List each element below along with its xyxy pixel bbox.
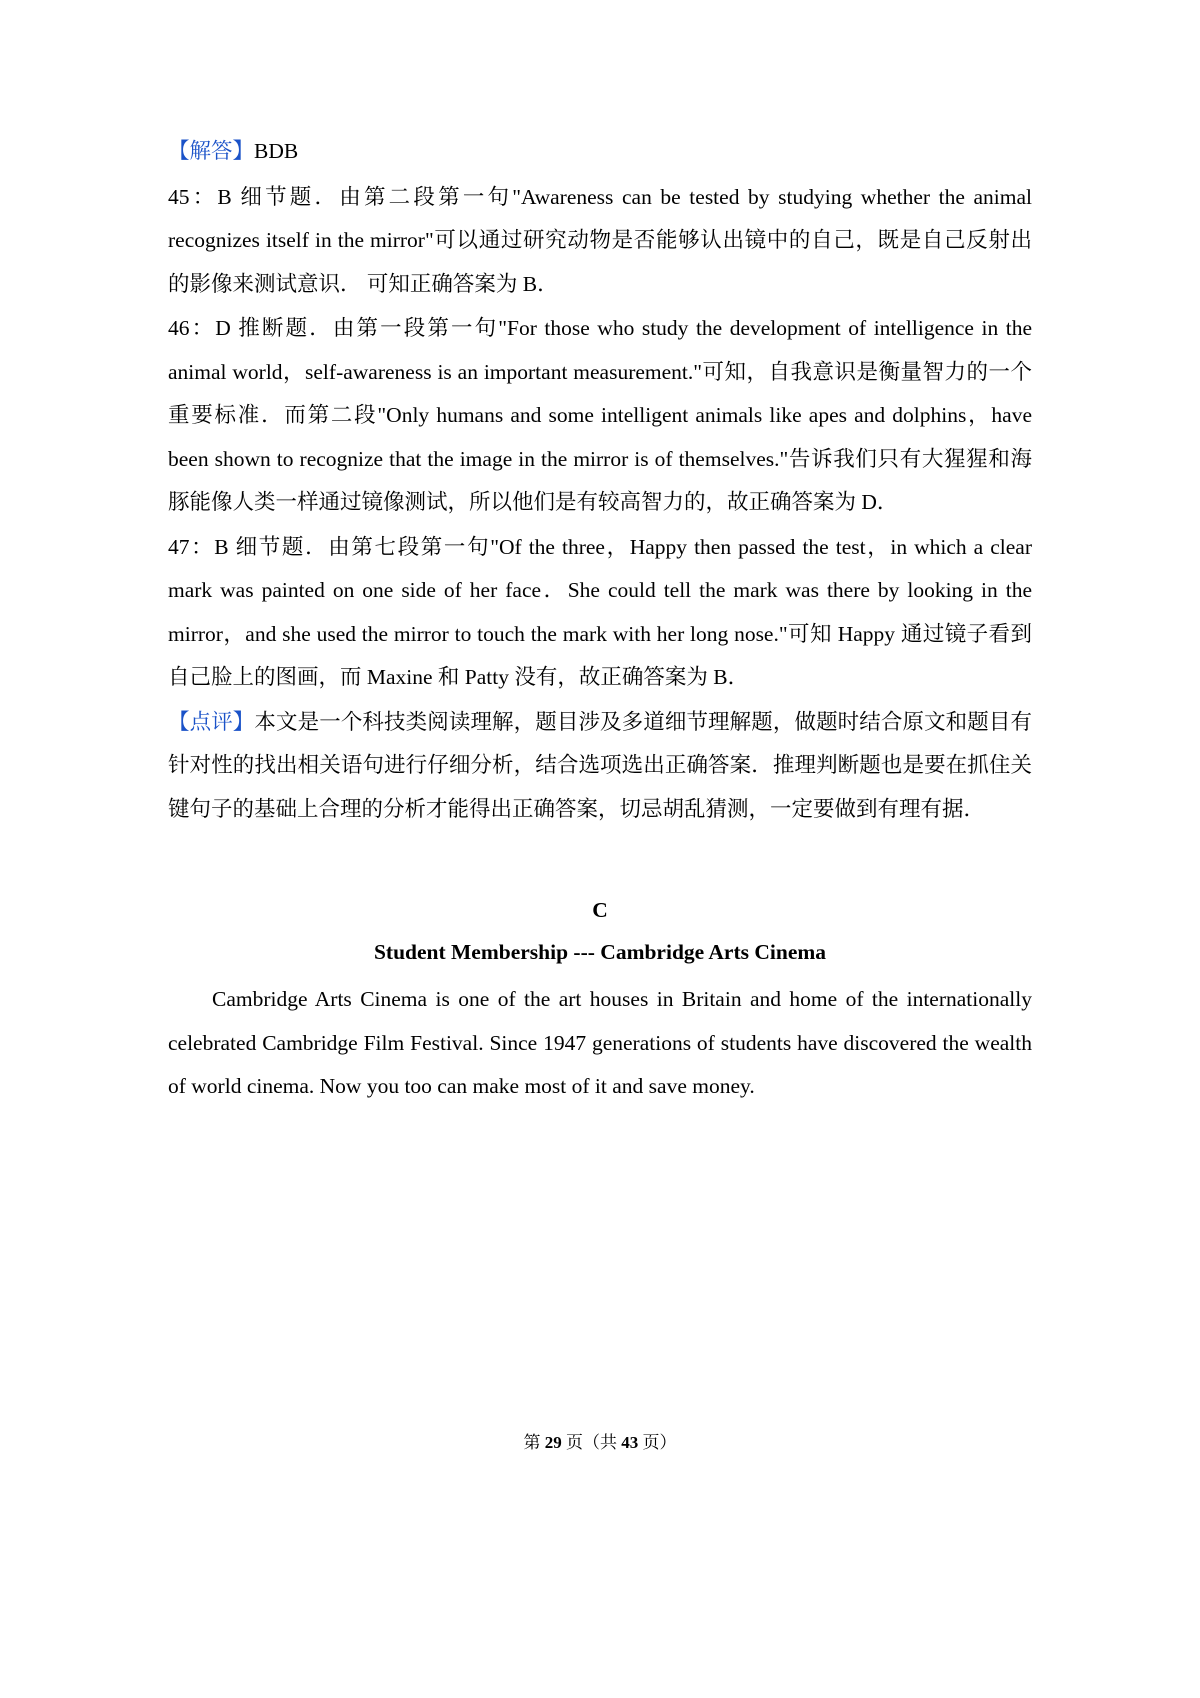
section-spacer	[168, 832, 1032, 890]
comment-tag: 【点评】	[168, 709, 255, 734]
footer-page-number: 29	[544, 1433, 562, 1452]
footer-suffix: 页）	[638, 1433, 677, 1452]
section-title: Student Membership --- Cambridge Arts Cinema	[373, 940, 827, 964]
solution-header	[168, 130, 1032, 174]
comment-text: 本文是一个科技类阅读理解，题目涉及多道细节理解题，做题时结合原文和题目有针对性的找出相关语句进行仔细分析，结合选项选出正确答案．推理判断题也是要在抓住关键句子的基础上合理的分析才能得出正确答案，切忌胡乱猜测，一定要做到有理有据．	[168, 709, 1032, 821]
section-body: Cambridge Arts Cinema is one of the art houses in Britain and home of the internationally celebrated Cambridge Film Festival. Since 1947 generations of students have discovered the wealth of world cinema. Now you too can make most of it and save money.	[168, 987, 1032, 1098]
answer-item-45: 45：B 细节题．由第二段第一句"Awareness can be tested by studying whether the animal recognizes itself in the mirror"可以通过研究动物是否能够认出镜中的自己，既是自己反射出的影像来测试意识． 可知正确答案为 B．	[168, 184, 1032, 296]
page-footer	[0, 1428, 1200, 1453]
solution-answer: BDB	[254, 139, 299, 163]
comment-paragraph	[168, 701, 1032, 832]
footer-total-pages: 43	[621, 1433, 639, 1452]
answer-item-46: 46：D 推断题．由第一段第一句"For those who study the development of intelligence in the animal world，self-awareness is an important measurement."可知，自我意识是衡量智力的一个重要标准．而第二段"Only humans and some intelligent animals like apes and dolphins，have been shown to recognize that the image in the mirror is of themselves."告诉我们只有大猩猩和海豚能像人类一样通过镜像测试，所以他们是有较高智力的，故正确答案为 D．	[168, 316, 1032, 514]
footer-middle: 页（共	[561, 1433, 622, 1452]
solution-tag: 【解答】	[168, 139, 255, 163]
section-letter: C	[592, 898, 608, 922]
footer-prefix: 第	[523, 1433, 545, 1452]
answer-item-47: 47：B 细节题．由第七段第一句"Of the three，Happy then passed the test，in which a clear mark was painted on one side of her face．She could tell the mark was there by looking in the mirror，and she used the mirror to touch the mark with her long nose."可知 Happy 通过镜子看到自己脸上的图画，而 Maxine 和 Patty 没有，故正确答案为 B．	[168, 534, 1032, 689]
